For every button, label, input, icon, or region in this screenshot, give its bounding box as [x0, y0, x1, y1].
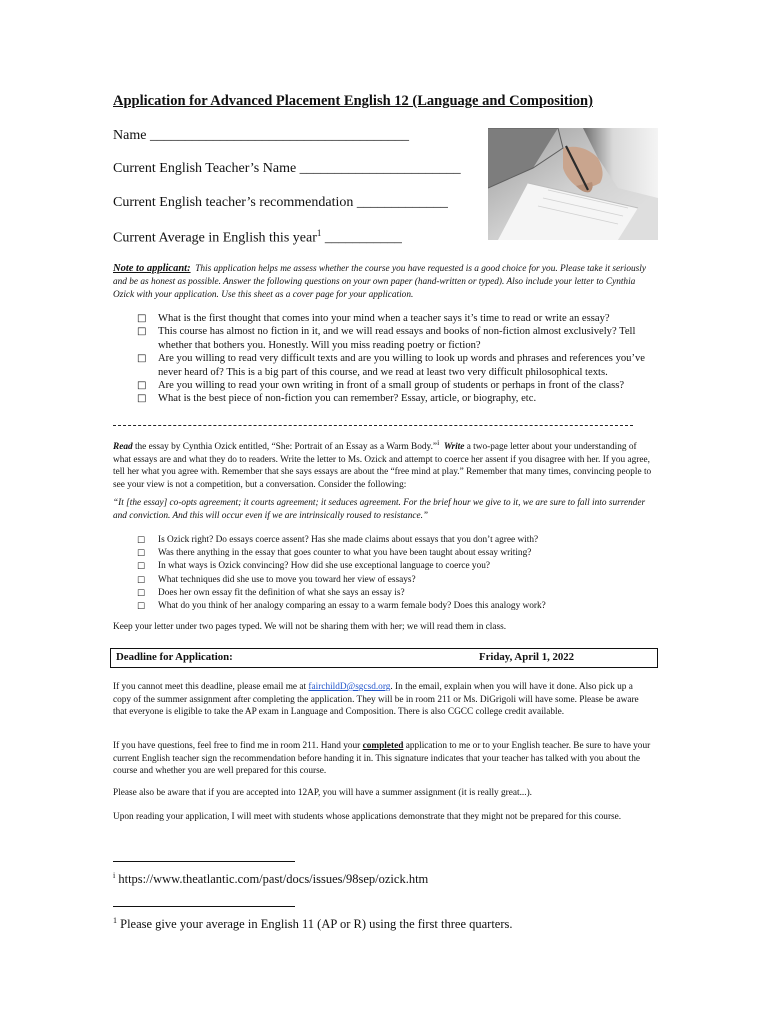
- footnote: [113, 916, 513, 932]
- list-item: [137, 352, 662, 379]
- list-item: [137, 600, 657, 613]
- list-item: [137, 312, 662, 325]
- essay-instructions: [113, 437, 653, 491]
- deadline-box: [110, 648, 658, 668]
- checkbox-icon: □: [137, 587, 146, 598]
- checkbox-icon: □: [137, 393, 147, 405]
- endnote-ref: i: [437, 438, 440, 447]
- field-blank: _____________: [356, 195, 448, 210]
- note-label: Note to applicant:: [113, 263, 191, 274]
- checkbox-icon: □: [137, 561, 146, 572]
- letter-note: Keep your letter under two pages typed. We will not be sharing them with her; we will read them in class.: [113, 622, 507, 632]
- read-text: the essay by Cynthia Ozick entitled, “She: Portrait of an Essay as a Warm Body.”: [132, 442, 438, 453]
- list-item: [137, 379, 662, 392]
- list-item: [137, 534, 657, 547]
- list-item: [137, 547, 657, 560]
- application-questions: [137, 312, 662, 406]
- write-text: a two-page letter about your understanding of what essays are and what they do to readers. Write the letter to Ms. Ozick and attempt to coerce her assent if you disagree with her. If you agree, tell her what you agree with. Remember that she says essays are about the “free mind at play.” Remember that many times, convincing people to see your view is not a competition, but a conversation. Consider the following:: [113, 442, 652, 490]
- list-item: [137, 560, 657, 573]
- footnote-rule: [113, 906, 295, 907]
- note-text: This application helps me assess whether the course you have requested is a good choice for you. Please take it seriously and be as honest as possible. Answer the following questions on your own paper (hand-written or typed). Also include your letter to Cynthia Ozick with your application. Use this sheet as a cover page for your application.: [113, 264, 646, 300]
- page-title: Application for Advanced Placement English 12 (Language and Composition): [113, 93, 593, 109]
- question-text: Are you willing to read very difficult texts and are you willing to look up words and phrases and references you’ve never heard of? This is a big part of this course, and we read at least two very difficult philosophical texts.: [158, 353, 645, 378]
- meeting-paragraph: Upon reading your application, I will meet with students whose applications demonstrate that they might not be prepared for this course.: [113, 812, 622, 822]
- footnote-ref: 1: [316, 228, 322, 238]
- endnote-rule: [113, 861, 295, 862]
- list-item: [137, 574, 657, 587]
- checkbox-icon: □: [137, 326, 147, 338]
- checkbox-icon: □: [137, 548, 146, 559]
- checkbox-icon: □: [137, 601, 146, 612]
- question-text: Does her own essay fit the definition of what she says an essay is?: [158, 587, 405, 598]
- summer-assignment-paragraph: Please also be aware that if you are accepted into 12AP, you will have a summer assignment (it is really great...).: [113, 788, 533, 798]
- checkbox-icon: □: [137, 353, 147, 365]
- question-text: Was there anything in the essay that goes counter to what you have been taught about essay writing?: [158, 548, 532, 559]
- missed-deadline-paragraph: [113, 681, 653, 719]
- field-blank: _______________________: [299, 161, 461, 176]
- checkbox-icon: □: [137, 535, 146, 545]
- current-average-field: [113, 228, 402, 247]
- question-text: In what ways is Ozick convincing? How did she use exceptional language to coerce you?: [158, 561, 490, 572]
- teacher-recommendation-field: [113, 195, 448, 211]
- field-blank: _____________________________________: [149, 128, 409, 143]
- paragraph-text: If you have questions, feel free to find me in room 211. Hand your: [113, 741, 363, 751]
- deadline-date: Friday, April 1, 2022: [479, 651, 575, 663]
- field-label: Current Average in English this year: [113, 230, 317, 246]
- read-label: Read: [113, 442, 133, 453]
- question-text: What is the first thought that comes into your mind when a teacher says it’s time to read or write an essay?: [158, 313, 610, 324]
- essay-questions: [137, 534, 657, 613]
- question-text: What techniques did she use to move you toward her view of essays?: [158, 574, 416, 585]
- write-label: Write: [443, 442, 465, 453]
- footnote-mark: 1: [113, 916, 117, 925]
- deadline-label: Deadline for Application:: [116, 651, 233, 663]
- paragraph-text: application to me or to your English teacher. Be sure to have your current English teacher sign the recommendation before handing it in. This signature indicates that your teacher has talked with you about the course and whether you are well prepared for this course.: [113, 741, 651, 777]
- paragraph-text: . In the email, explain when you will have it done. Also pick up a copy of the summer assignment after completing the application. They will be in room 211 or Ms. DiGrigoli will have some. Please be aware that everyone is eligible to take the AP exam in Language and Composition. There is also CGCC college credit available.: [113, 682, 639, 718]
- dashed-divider: [113, 425, 633, 426]
- endnote-mark: i: [113, 871, 116, 880]
- question-text: What do you think of her analogy comparing an essay to a warm female body? Does this analogy work?: [158, 601, 546, 612]
- field-blank: ___________: [324, 230, 402, 246]
- field-label: Name: [113, 128, 150, 143]
- list-item: [137, 392, 662, 405]
- name-field: [113, 128, 409, 144]
- email-link[interactable]: fairchildD@sgcsd.org: [308, 682, 391, 692]
- list-item: [137, 587, 657, 600]
- checkbox-icon: □: [137, 574, 146, 585]
- field-label: Current English teacher’s recommendation: [113, 195, 357, 210]
- checkbox-icon: □: [137, 313, 147, 324]
- question-text: Are you willing to read your own writing in front of a small group of students or perhaps in front of the class?: [158, 380, 625, 392]
- endnote-text: https://www.theatlantic.com/past/docs/issues/98sep/ozick.htm: [115, 872, 429, 887]
- teacher-name-field: [113, 161, 461, 177]
- checkbox-icon: □: [137, 380, 147, 392]
- question-text: This course has almost no fiction in it, and we will read essays and books of non-fiction almost exclusively? Tell whether that bothers you. Honestly. Will you miss reading poetry or fiction?: [158, 326, 636, 351]
- writing-hand-image: [488, 128, 658, 240]
- endnote: [113, 871, 428, 887]
- footnote-text: Please give your average in English 11 (AP or R) using the first three quarters.: [117, 917, 513, 932]
- questions-paragraph: [113, 740, 653, 778]
- ozick-quote: “It [the essay] co-opts agreement; it courts agreement; it seduces agreement. For the brief hour we give to it, we are sure to fall into surrender and conviction. And this will occur even if we are intrinsically roused to resistance.”: [113, 498, 646, 521]
- question-text: What is the best piece of non-fiction you can remember? Essay, article, or biography, etc.: [158, 393, 537, 405]
- field-label: Current English Teacher’s Name: [113, 161, 300, 176]
- completed-emphasis: completed: [362, 741, 404, 751]
- note-to-applicant: [113, 262, 658, 302]
- paragraph-text: If you cannot meet this deadline, please email me at: [113, 682, 309, 692]
- question-text: Is Ozick right? Do essays coerce assent? Has she made claims about essays that you don’t agree with?: [158, 535, 539, 545]
- writing-hand-photo: [488, 128, 658, 240]
- list-item: [137, 325, 662, 352]
